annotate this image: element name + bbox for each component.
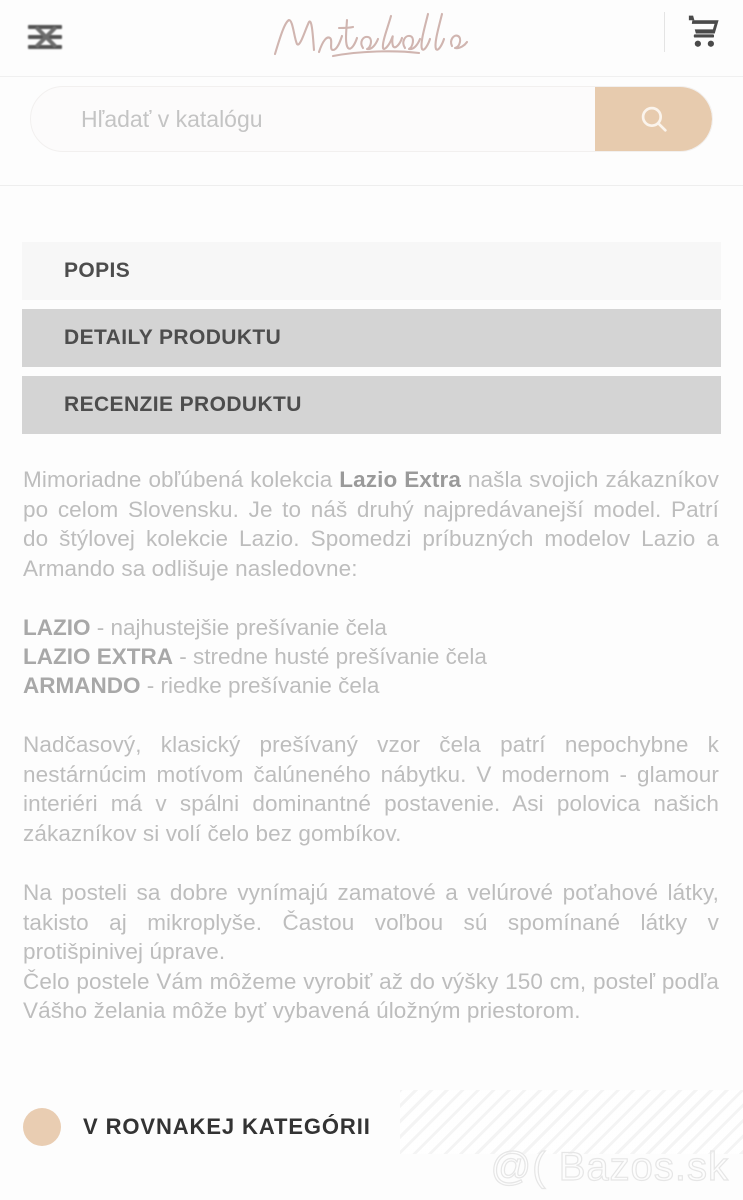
spec-row (23, 642, 719, 671)
header-divider (664, 12, 665, 52)
spec-value: - stredne husté prešívanie čela (173, 644, 487, 669)
brand-logo[interactable] (0, 4, 743, 73)
spec-row (23, 613, 719, 642)
description-paragraph-3: Na posteli sa dobre vynímajú zamatové a velúrové poťahové látky, takisto aj mikroplyše. Častou voľbou sú spomínané látky v protišpinivej úprave. (23, 880, 719, 964)
tab-popis[interactable] (22, 242, 721, 300)
description-paragraph-2: Nadčasový, klasický prešívaný vzor čela patrí nepochybne k nestárnúcim motívom čalúneného nábytku. V modernom - glamour interiéri má v spálni dominantné postavenie. Asi polovica našich zákazníkov si volí čelo bez gombíkov. (23, 732, 719, 846)
spec-name: ARMANDO (23, 673, 141, 698)
shopping-cart-icon[interactable] (681, 10, 725, 54)
header-actions (664, 10, 725, 54)
bazos-watermark: @( Bazos.sk (490, 1145, 729, 1189)
intro-text-pre: Mimoriadne obľúbená kolekcia (23, 467, 340, 492)
model-spec-list (23, 613, 719, 700)
product-tabs (0, 242, 743, 434)
same-category-heading (23, 1108, 371, 1146)
tab-detaily-produktu[interactable] (22, 309, 721, 367)
site-header (0, 0, 743, 77)
same-category-title: V ROVNAKEJ KATEGÓRII (83, 1114, 371, 1139)
description-intro-paragraph (23, 465, 719, 583)
search-bar (30, 86, 713, 152)
tab-recenzie-produktu[interactable] (22, 376, 721, 434)
intro-product-name: Lazio Extra (339, 467, 461, 492)
search-icon (637, 102, 671, 136)
tab-recenzie-produktu-label: RECENZIE PRODUKTU (64, 393, 302, 416)
search-button[interactable] (595, 86, 712, 152)
spec-value: - najhustejšie prešívanie čela (90, 615, 387, 640)
spec-value: - riedke prešívanie čela (140, 673, 380, 698)
hamburger-menu-icon[interactable] (22, 14, 68, 60)
spec-name: LAZIO (23, 615, 91, 640)
category-dot-icon (23, 1108, 61, 1146)
description-paragraph-4: Čelo postele Vám môžeme vyrobiť až do výšky 150 cm, posteľ podľa Vášho želania môže byť vybavená úložným priestorom. (23, 968, 719, 1023)
description-content (0, 443, 743, 1026)
tab-detaily-produktu-label: DETAILY PRODUKTU (64, 326, 282, 349)
spec-row (23, 671, 719, 700)
tab-popis-label: POPIS (64, 259, 131, 282)
same-category-section (0, 1090, 743, 1200)
search-section (0, 77, 743, 186)
search-input[interactable] (31, 105, 595, 134)
intro-text-post: našla svojich zákazníkov po celom Slovensku. Je to náš druhý najpredávanejší model. Patrí do štýlovej kolekcie Lazio. Spomedzi príbuzných modelov Lazio a Armando sa odlišuje nasledovne: (23, 467, 720, 581)
spec-name: LAZIO EXTRA (23, 644, 173, 669)
